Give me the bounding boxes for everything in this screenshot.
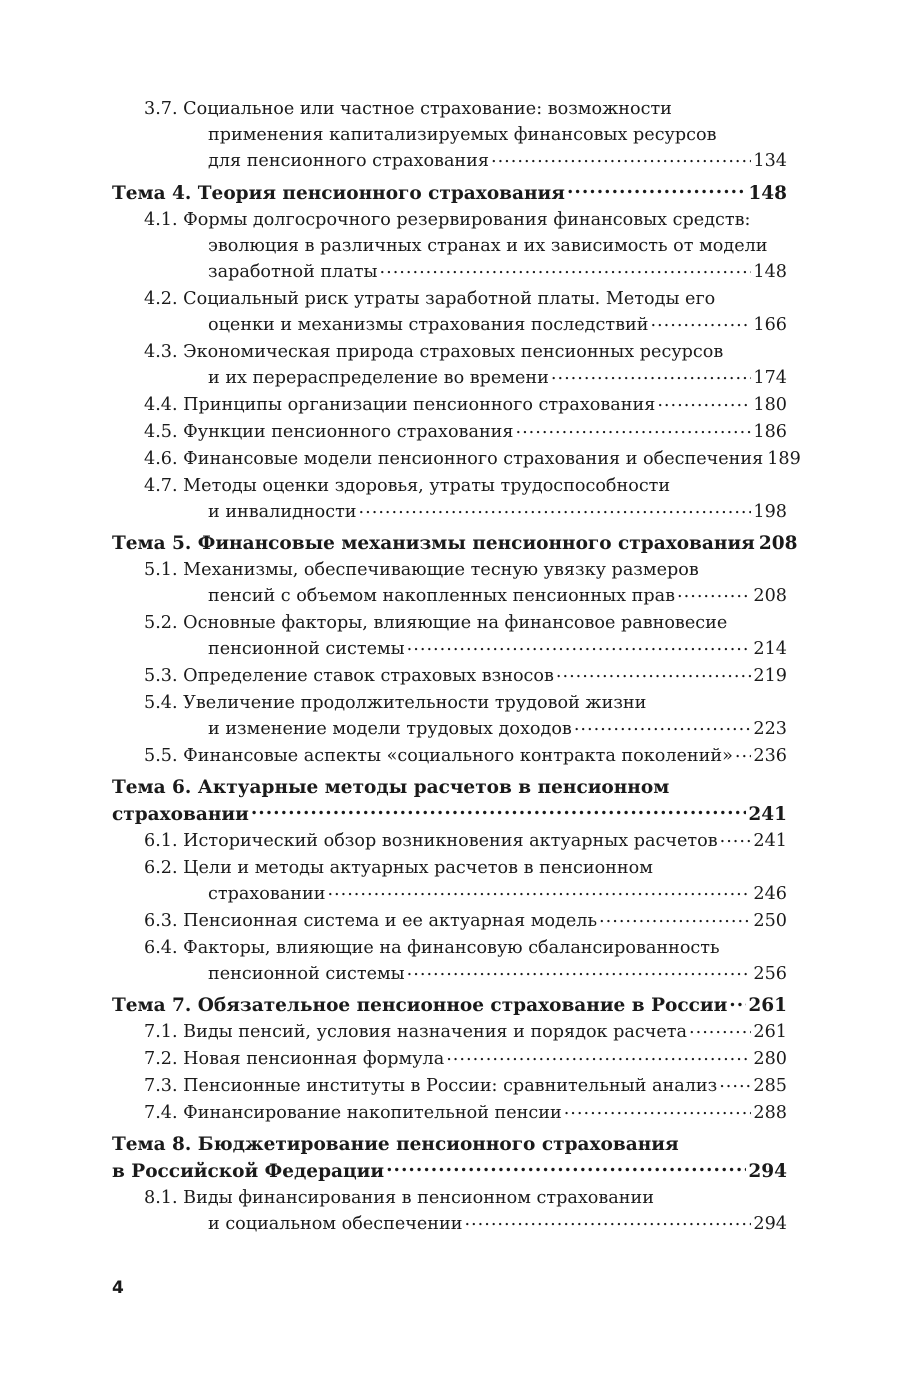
toc-entry-title: страховании	[208, 883, 326, 904]
toc-entry-line	[144, 473, 787, 499]
toc-entry-title: Виды финансирования в пенсионном страховании	[183, 1187, 654, 1208]
toc-entry-number: 7.2.	[144, 1049, 178, 1069]
toc-entry-title: Экономическая природа страховых пенсионных ресурсов	[183, 341, 724, 362]
toc-entry-title: Пенсионные институты в России: сравнительный анализ	[183, 1076, 718, 1096]
page-number: 4	[112, 1278, 124, 1298]
toc-page-number: 214	[753, 639, 787, 659]
chapter-title: в Российской Федерации	[112, 1160, 385, 1182]
toc-page-number: 236	[753, 746, 787, 766]
toc-entry	[112, 1019, 787, 1045]
toc-entry-title: Факторы, влияющие на финансовую сбалансированность	[183, 937, 720, 958]
toc-page-number: 288	[753, 1103, 787, 1123]
toc-page-number: 256	[753, 963, 787, 984]
chapter-sections	[112, 1185, 787, 1237]
toc-page-number: 294	[753, 1213, 787, 1234]
toc-entry	[112, 446, 801, 472]
leader-dots	[464, 1211, 751, 1229]
toc-entry-line	[144, 286, 787, 312]
toc-chapter	[112, 531, 798, 770]
toc-entry-number: 5.1.	[144, 560, 178, 580]
toc-chapter	[112, 180, 801, 525]
leader-dots	[407, 636, 752, 654]
leader-dots	[720, 828, 752, 846]
chapter-sections	[112, 828, 787, 987]
chapter-title: Тема 7. Обязательное пенсионное страхование в России	[112, 995, 728, 1016]
toc-entry-title: и социальном обеспечении	[208, 1213, 463, 1234]
toc-entry-number: 5.5.	[144, 746, 178, 766]
leader-dots	[735, 743, 752, 761]
toc-page-number: 219	[753, 666, 787, 686]
toc-entry-number: 5.2.	[144, 613, 178, 633]
toc-entry-number: 5.3.	[144, 666, 178, 686]
toc-entry-title: Определение ставок страховых взносов	[183, 666, 554, 686]
toc-entry-line	[144, 557, 787, 583]
toc-page-number: 189	[767, 448, 801, 469]
toc-entry	[112, 1185, 787, 1237]
toc-entry	[112, 419, 787, 445]
chapter-heading	[112, 531, 798, 558]
toc-entry	[112, 743, 787, 769]
toc-entry-line	[144, 743, 787, 769]
toc-entry	[112, 96, 787, 174]
toc-entry-line	[144, 716, 787, 742]
toc-entry-line	[144, 881, 787, 907]
toc-entry-line	[144, 636, 787, 662]
toc-entry-line	[144, 1185, 787, 1211]
toc-entry-line	[144, 339, 787, 365]
chapter-heading-line	[112, 993, 787, 1020]
chapter-heading	[112, 1132, 787, 1185]
toc-entry-title: Пенсионная система и ее актуарная модель	[183, 910, 598, 931]
toc-entry-title: и изменение модели трудовых доходов	[208, 719, 572, 739]
toc-entry-title: Исторический обзор возникновения актуарных расчетов	[183, 830, 718, 851]
toc-entry-number: 7.1.	[144, 1022, 178, 1042]
toc-entry-title: эволюция в различных странах и их зависимость от модели	[208, 235, 768, 256]
toc-entry-line	[144, 419, 787, 445]
toc-entry-title: применения капитализируемых финансовых ресурсов	[208, 125, 717, 145]
leader-dots	[719, 1073, 751, 1091]
toc-entry-line	[144, 663, 787, 689]
toc-entry-number: 6.2.	[144, 857, 178, 878]
toc-entry-line	[144, 690, 787, 716]
toc-entry	[112, 663, 787, 689]
toc-entry-title: Формы долгосрочного резервирования финансовых средств:	[183, 209, 751, 230]
chapter-heading	[112, 993, 787, 1020]
toc-entry	[112, 339, 787, 391]
toc-entry	[112, 473, 787, 525]
toc-entry-line	[144, 207, 787, 233]
toc-entry-line	[144, 855, 787, 881]
toc-entry	[112, 1073, 787, 1099]
leader-dots	[567, 180, 746, 199]
toc-page-number: 285	[753, 1076, 787, 1096]
toc-entry-line	[144, 908, 787, 934]
chapter-heading	[112, 775, 787, 828]
chapter-page-number: 241	[748, 803, 787, 825]
toc-page-number: 250	[753, 910, 787, 931]
toc-entry	[112, 828, 787, 854]
toc-entry-number: 7.3.	[144, 1076, 178, 1096]
toc-entry-line	[144, 392, 787, 418]
chapter-heading-line	[112, 531, 798, 558]
toc-entry-number: 4.6.	[144, 448, 178, 469]
toc-entry-title: Функции пенсионного страхования	[183, 421, 514, 442]
chapter-title: Тема 5. Финансовые механизмы пенсионного страхования	[112, 533, 755, 554]
toc-chapter	[112, 775, 787, 987]
toc-entry-title: пенсий с объемом накопленных пенсионных прав	[208, 586, 676, 606]
toc-entry-number: 4.1.	[144, 209, 178, 230]
leader-dots	[491, 148, 751, 166]
chapter-heading-line	[112, 1158, 787, 1185]
toc-entry-number: 6.1.	[144, 830, 178, 851]
toc-entry-line	[144, 610, 787, 636]
toc-entry-title: Социальный риск утраты заработной платы. Методы его	[183, 288, 716, 309]
toc-entry-line	[144, 446, 801, 472]
toc-entry	[112, 557, 787, 609]
toc-entry-title: Финансовые аспекты «социального контракта поколений»	[183, 746, 733, 766]
toc-page-number: 180	[753, 394, 787, 415]
leader-dots	[380, 259, 752, 277]
leader-dots	[599, 908, 751, 926]
toc-entry-number: 6.3.	[144, 910, 178, 931]
toc-page-number: 134	[753, 151, 787, 171]
toc-entry-number: 5.4.	[144, 693, 178, 713]
toc-page-number: 174	[753, 367, 787, 388]
toc-entry-title: и их перераспределение во времени	[208, 367, 549, 388]
chapter-heading-line	[112, 801, 787, 828]
leader-dots	[574, 716, 752, 734]
leader-dots	[359, 499, 752, 517]
toc-page-number: 208	[753, 586, 787, 606]
chapter-sections	[112, 557, 787, 769]
toc-entry	[112, 1046, 787, 1072]
toc-page-number: 261	[753, 1022, 787, 1042]
toc-entry-line	[144, 1100, 787, 1126]
toc-entry-line	[144, 365, 787, 391]
toc-chapter	[112, 1132, 787, 1237]
leader-dots	[650, 312, 751, 330]
toc-page-number: 148	[753, 261, 787, 282]
toc-entry-line	[144, 828, 787, 854]
toc-entry	[112, 935, 787, 987]
toc-entry-title: Финансирование накопительной пенсии	[183, 1103, 562, 1123]
toc-entry-title: для пенсионного страхования	[208, 151, 489, 171]
toc-entry-number: 4.7.	[144, 475, 178, 496]
toc-page-number: 198	[753, 501, 787, 522]
toc-section-3-7	[112, 96, 787, 174]
leader-dots	[407, 961, 752, 979]
toc-entry-title: пенсионной системы	[208, 963, 405, 984]
toc-entry-title: Цели и методы актуарных расчетов в пенсионном	[183, 857, 653, 878]
chapter-title: страховании	[112, 803, 249, 825]
leader-dots	[564, 1100, 752, 1118]
toc-entry-line	[144, 259, 787, 285]
toc-entry-title: Виды пенсий, условия назначения и порядок расчета	[183, 1022, 688, 1042]
table-of-contents	[112, 96, 801, 1238]
toc-entry-title: заработной платы	[208, 261, 378, 282]
toc-entry-title: и инвалидности	[208, 501, 357, 522]
toc-entry-title: оценки и механизмы страхования последствий	[208, 314, 649, 335]
chapter-heading-line: Тема 8. Бюджетирование пенсионного страхования	[112, 1134, 679, 1155]
toc-entry-number: 8.1.	[144, 1187, 178, 1208]
toc-entry-line	[144, 96, 787, 122]
toc-entry-title: Механизмы, обеспечивающие тесную увязку размеров	[183, 560, 699, 580]
toc-entry-line	[144, 499, 787, 525]
leader-dots	[327, 881, 751, 899]
toc-entry-number: 7.4.	[144, 1103, 178, 1123]
toc-entry-title: Новая пенсионная формула	[183, 1049, 445, 1069]
toc-entry-title: Социальное или частное страхование: возможности	[183, 99, 672, 119]
toc-entry	[112, 855, 787, 907]
chapter-page-number: 261	[748, 995, 787, 1016]
toc-entry	[112, 610, 787, 662]
toc-entry-title: Увеличение продолжительности трудовой жизни	[183, 693, 647, 713]
chapter-heading-line: Тема 6. Актуарные методы расчетов в пенсионном	[112, 777, 670, 798]
toc-entry-line	[144, 1046, 787, 1072]
toc-entry-number: 6.4.	[144, 937, 178, 958]
toc-entry-title: пенсионной системы	[208, 639, 405, 659]
toc-entry-line	[144, 233, 787, 259]
chapter-page-number: 294	[748, 1160, 787, 1182]
toc-entry-number: 4.2.	[144, 288, 178, 309]
toc-entry	[112, 690, 787, 742]
toc-entry-line	[144, 1073, 787, 1099]
leader-dots	[251, 801, 747, 820]
toc-entry-line	[144, 312, 787, 338]
chapter-heading-line	[112, 180, 787, 207]
leader-dots	[677, 583, 751, 601]
leader-dots	[729, 993, 746, 1012]
leader-dots	[657, 392, 751, 410]
toc-entry	[112, 286, 787, 338]
chapter-page-number: 148	[748, 182, 787, 204]
toc-entry-line	[144, 1211, 787, 1237]
toc-entry-line	[144, 1019, 787, 1045]
toc-entry-number: 4.3.	[144, 341, 178, 362]
leader-dots	[386, 1158, 746, 1177]
toc-chapter	[112, 993, 787, 1127]
toc-entry-title: Методы оценки здоровья, утраты трудоспособности	[183, 475, 671, 496]
toc-entry	[112, 207, 787, 285]
leader-dots	[516, 419, 752, 437]
toc-entry-title: Основные факторы, влияющие на финансовое равновесие	[183, 613, 728, 633]
toc-entry-line	[144, 583, 787, 609]
toc-entry-title: Финансовые модели пенсионного страхования и обеспечения	[183, 448, 764, 469]
toc-page-number: 223	[753, 719, 787, 739]
toc-entry-line	[144, 961, 787, 987]
toc-page-number: 280	[753, 1049, 787, 1069]
toc-entry-number: 4.4.	[144, 394, 178, 415]
toc-entry-number: 4.5.	[144, 421, 178, 442]
toc-page-number: 186	[753, 421, 787, 442]
toc-entry-line	[144, 122, 787, 148]
chapter-title: Тема 4. Теория пенсионного страхования	[112, 182, 565, 204]
leader-dots	[446, 1046, 751, 1064]
toc-page-number: 241	[753, 830, 787, 851]
toc-entry	[112, 392, 787, 418]
toc-entry-line	[144, 935, 787, 961]
leader-dots	[556, 663, 752, 681]
toc-entry-number: 3.7.	[144, 99, 178, 119]
toc-page-number: 246	[753, 883, 787, 904]
chapter-sections	[112, 1019, 787, 1126]
toc-entry-line	[144, 148, 787, 174]
toc-page-number: 166	[753, 314, 787, 335]
chapter-heading	[112, 180, 787, 207]
leader-dots	[551, 365, 752, 383]
chapter-page-number: 208	[758, 533, 798, 554]
toc-entry	[112, 908, 787, 934]
toc-entry	[112, 1100, 787, 1126]
leader-dots	[689, 1019, 751, 1037]
toc-entry-title: Принципы организации пенсионного страхования	[183, 394, 656, 415]
chapter-sections	[112, 207, 801, 525]
